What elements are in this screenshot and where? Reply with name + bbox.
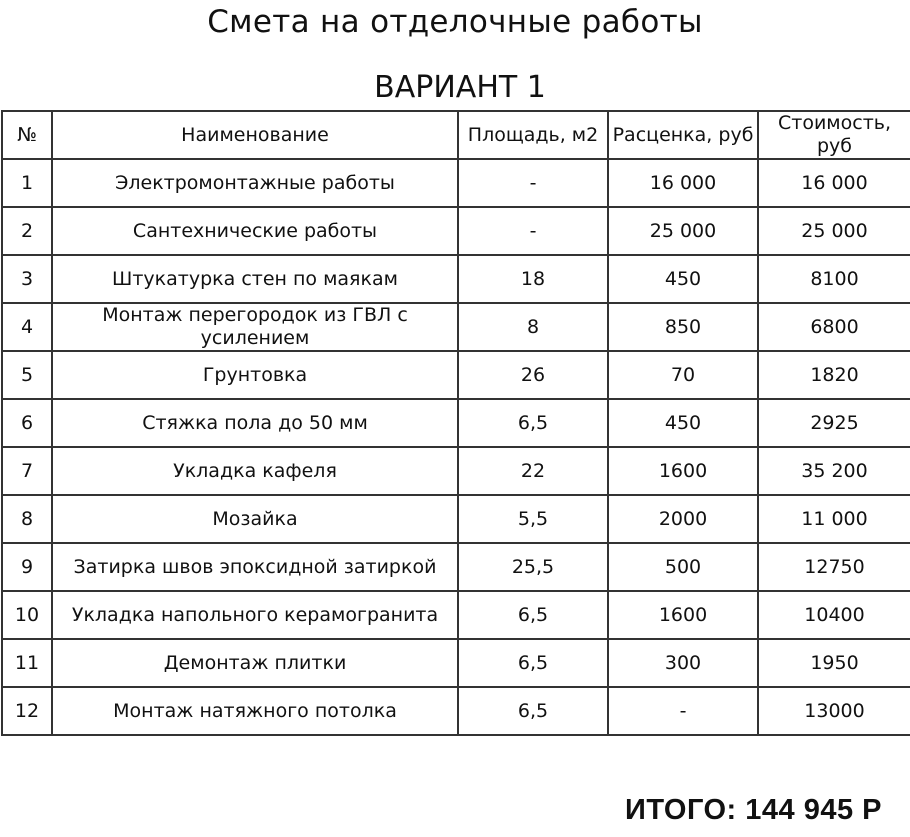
cell-cost: 1950	[758, 639, 910, 687]
cell-area: 8	[458, 303, 608, 351]
cell-name: Укладка напольного керамогранита	[52, 591, 458, 639]
cell-area: 6,5	[458, 639, 608, 687]
cell-area: 18	[458, 255, 608, 303]
cell-cost: 11 000	[758, 495, 910, 543]
cell-num: 9	[2, 543, 52, 591]
cell-cost: 1820	[758, 351, 910, 399]
cell-rate: 25 000	[608, 207, 758, 255]
cell-num: 10	[2, 591, 52, 639]
table-row	[2, 159, 910, 207]
cell-rate: 850	[608, 303, 758, 351]
cell-area: 6,5	[458, 399, 608, 447]
table-row	[2, 495, 910, 543]
table-row	[2, 351, 910, 399]
cell-name: Штукатурка стен по маякам	[52, 255, 458, 303]
cell-name: Сантехнические работы	[52, 207, 458, 255]
cell-cost: 6800	[758, 303, 910, 351]
estimate-table	[1, 110, 910, 736]
cell-rate: 1600	[608, 591, 758, 639]
cell-cost: 2925	[758, 399, 910, 447]
cell-area: -	[458, 159, 608, 207]
cell-area: 6,5	[458, 687, 608, 735]
table-row	[2, 687, 910, 735]
cell-num: 4	[2, 303, 52, 351]
cell-cost: 13000	[758, 687, 910, 735]
table-body	[2, 159, 910, 735]
table-row	[2, 639, 910, 687]
cell-num: 8	[2, 495, 52, 543]
cell-name: Грунтовка	[52, 351, 458, 399]
table-row	[2, 399, 910, 447]
cell-rate: 2000	[608, 495, 758, 543]
table-row	[2, 543, 910, 591]
cell-name: Электромонтажные работы	[52, 159, 458, 207]
cell-name: Монтаж натяжного потолка	[52, 687, 458, 735]
header-num: №	[2, 111, 52, 159]
cell-name: Мозайка	[52, 495, 458, 543]
cell-num: 3	[2, 255, 52, 303]
header-cost: Стоимость, руб	[758, 111, 910, 159]
table-row	[2, 303, 910, 351]
header-area: Площадь, м2	[458, 111, 608, 159]
cell-rate: 1600	[608, 447, 758, 495]
header-name: Наименование	[52, 111, 458, 159]
cell-area: 25,5	[458, 543, 608, 591]
cell-rate: 500	[608, 543, 758, 591]
table-header-row	[2, 111, 910, 159]
document-title: Смета на отделочные работы	[207, 4, 703, 40]
cell-area: 26	[458, 351, 608, 399]
cell-num: 2	[2, 207, 52, 255]
cell-name: Стяжка пола до 50 мм	[52, 399, 458, 447]
table-row	[2, 207, 910, 255]
cell-area: -	[458, 207, 608, 255]
cell-name: Монтаж перегородок из ГВЛ с усилением	[52, 303, 458, 351]
cell-rate: 16 000	[608, 159, 758, 207]
cell-name: Укладка кафеля	[52, 447, 458, 495]
cell-area: 6,5	[458, 591, 608, 639]
total-amount: ИТОГО: 144 945 Р	[625, 794, 882, 826]
cell-cost: 35 200	[758, 447, 910, 495]
cell-num: 6	[2, 399, 52, 447]
cell-num: 7	[2, 447, 52, 495]
table-row	[2, 447, 910, 495]
cell-num: 11	[2, 639, 52, 687]
header-rate: Расценка, руб	[608, 111, 758, 159]
cell-cost: 8100	[758, 255, 910, 303]
variant-heading: ВАРИАНТ 1	[374, 70, 546, 105]
cell-rate: -	[608, 687, 758, 735]
cell-cost: 10400	[758, 591, 910, 639]
cell-area: 5,5	[458, 495, 608, 543]
cell-rate: 300	[608, 639, 758, 687]
cell-cost: 16 000	[758, 159, 910, 207]
cell-num: 5	[2, 351, 52, 399]
cell-name: Затирка швов эпоксидной затиркой	[52, 543, 458, 591]
cell-num: 12	[2, 687, 52, 735]
cell-num: 1	[2, 159, 52, 207]
cell-rate: 450	[608, 255, 758, 303]
table-row	[2, 255, 910, 303]
cell-rate: 70	[608, 351, 758, 399]
table-row	[2, 591, 910, 639]
cell-rate: 450	[608, 399, 758, 447]
cell-cost: 12750	[758, 543, 910, 591]
cell-name: Демонтаж плитки	[52, 639, 458, 687]
cell-area: 22	[458, 447, 608, 495]
cell-cost: 25 000	[758, 207, 910, 255]
